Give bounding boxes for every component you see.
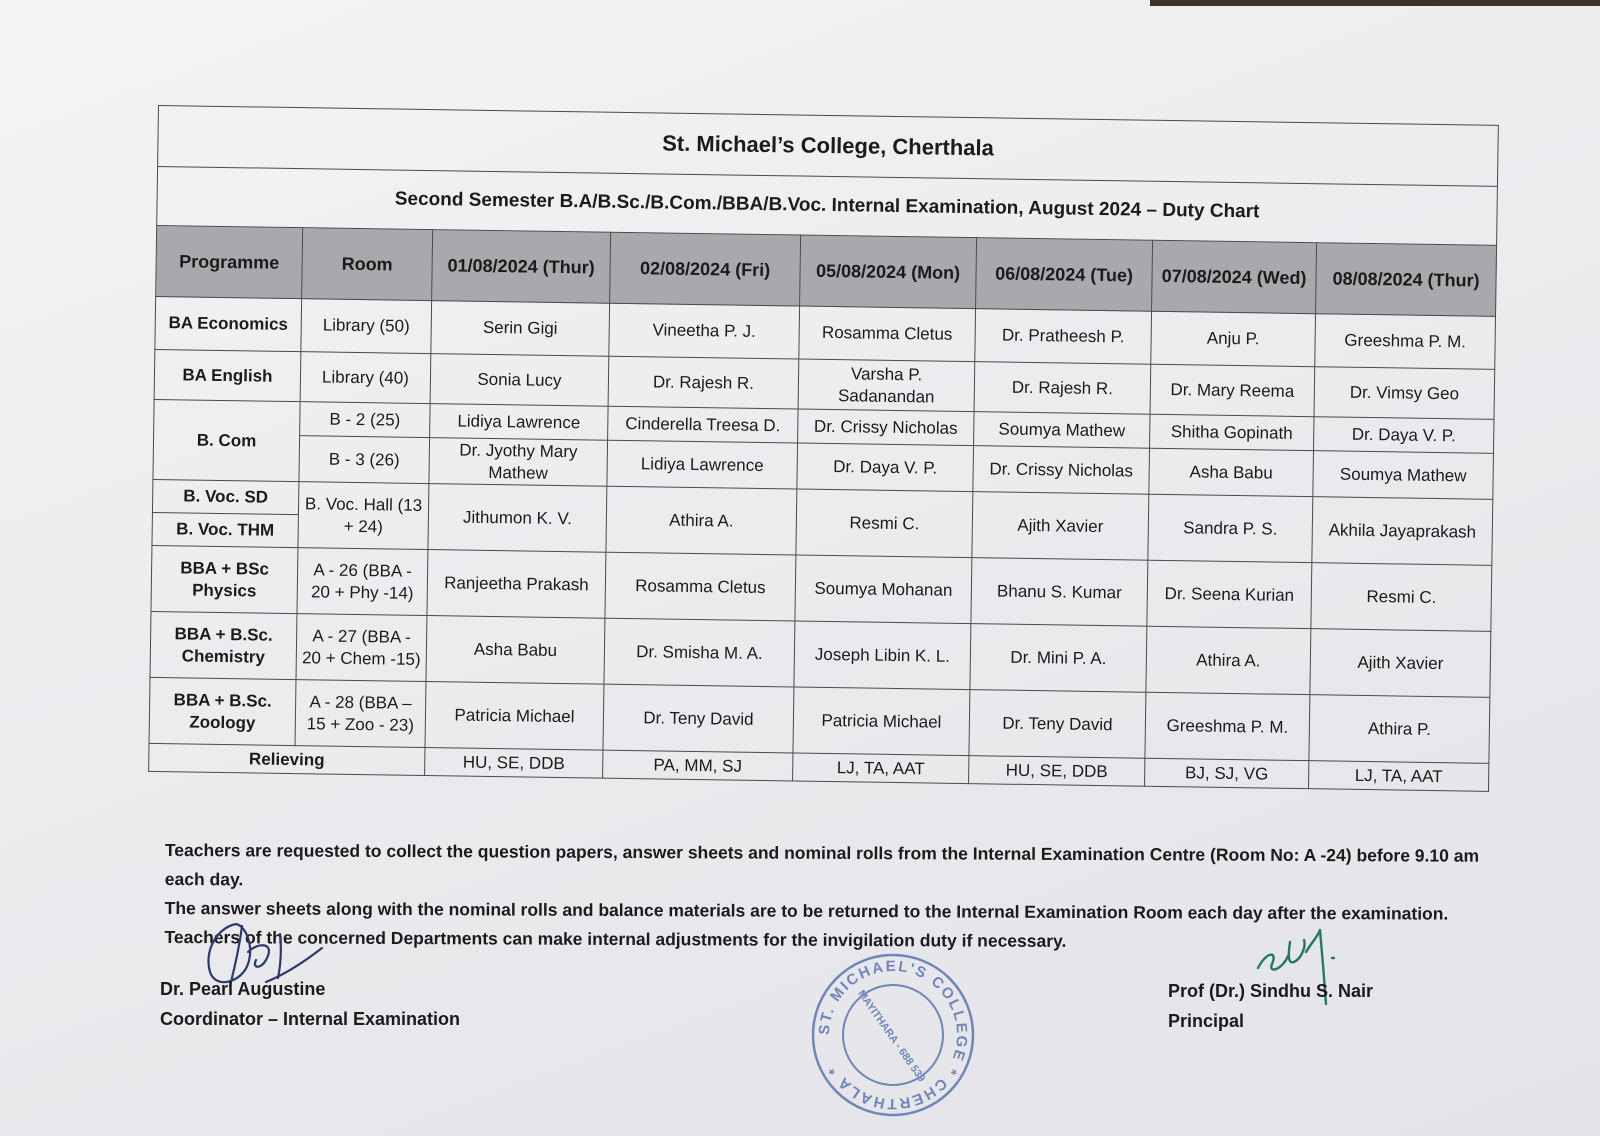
duty-cell: Sonia Lucy: [430, 354, 609, 407]
principal-name: Prof (Dr.) Sindhu S. Nair: [1168, 981, 1374, 1001]
duty-chart: [148, 105, 1498, 792]
instruction-line: Teachers are requested to collect the question papers, answer sheets and nominal rolls from the Internal Examination Centre (Room No: A -24) before 9.10 am each day.: [164, 839, 1480, 890]
programme-cell: BA English: [154, 349, 301, 401]
room-cell: Library (40): [300, 352, 431, 404]
duty-cell: Dr. Rajesh R.: [974, 362, 1151, 415]
programme-cell: B. Com: [153, 399, 300, 481]
room-cell: B - 2 (25): [300, 402, 430, 438]
duty-cell: Cinderella Treesa D.: [608, 406, 798, 443]
duty-cell: Lidiya Lawrence: [607, 440, 798, 489]
duty-cell: Soumya Mohanan: [795, 555, 972, 624]
programme-cell: B. Voc. SD: [152, 479, 298, 514]
duty-cell: Dr. Mary Reema: [1150, 364, 1315, 416]
duty-cell: Bhanu S. Kumar: [971, 558, 1148, 627]
room-cell: B - 3 (26): [299, 436, 430, 484]
duty-cell: Asha Babu: [426, 616, 605, 685]
duty-cell: Dr. Jyothy Mary Mathew: [429, 438, 608, 487]
relieving-label: Relieving: [149, 743, 425, 775]
header-date: 02/08/2024 (Fri): [610, 232, 801, 306]
programme-cell: BBA + BSc Physics: [151, 545, 298, 613]
room-cell: A - 26 (BBA - 20 + Phy -14): [297, 548, 428, 616]
duty-cell: Lidiya Lawrence: [430, 404, 608, 441]
college-title: St. Michael’s College, Cherthala: [158, 106, 1499, 187]
duty-cell: Dr. Mini P. A.: [970, 624, 1147, 693]
duty-cell: Dr. Smisha M. A.: [604, 618, 795, 687]
duty-cell: Resmi C.: [796, 489, 973, 558]
programme-cell: BA Economics: [155, 296, 302, 351]
header-date: 07/08/2024 (Wed): [1152, 240, 1317, 313]
duty-table: [148, 105, 1499, 792]
room-cell: A - 28 (BBA – 15 + Zoo - 23): [295, 680, 426, 748]
duty-cell: Dr. Pratheesh P.: [975, 309, 1152, 365]
duty-cell: Vineetha P. J.: [609, 303, 800, 359]
duty-cell: Joseph Libin K. L.: [794, 621, 971, 690]
duty-cell: HU, SE, DDB: [425, 748, 603, 779]
duty-cell: Patricia Michael: [793, 687, 970, 756]
duty-cell: Rosamma Cletus: [605, 552, 796, 621]
duty-cell: LJ, TA, AAT: [793, 753, 969, 784]
coordinator-role: Coordinator – Internal Examination: [160, 1009, 461, 1029]
coordinator-name: Dr. Pearl Augustine: [160, 979, 326, 999]
duty-cell: Akhila Jayaprakash: [1312, 497, 1493, 566]
duty-cell: Soumya Mathew: [974, 412, 1150, 449]
duty-cell: Resmi C.: [1311, 563, 1492, 632]
header-programme: Programme: [156, 225, 303, 298]
duty-cell: Varsha P. Sadanandan: [798, 359, 975, 412]
programme-cell: B. Voc. THM: [152, 512, 298, 547]
duty-cell: Dr. Seena Kurian: [1147, 560, 1312, 628]
duty-cell: Dr. Daya V. P.: [797, 443, 974, 492]
duty-cell: HU, SE, DDB: [969, 756, 1145, 787]
duty-cell: PA, MM, SJ: [603, 750, 793, 781]
programme-cell: BBA + B.Sc. Zoology: [149, 677, 296, 745]
duty-cell: Sandra P. S.: [1148, 494, 1313, 562]
duty-cell: Serin Gigi: [431, 301, 610, 357]
coordinator-block: [160, 974, 460, 1034]
principal-block: [1168, 976, 1373, 1036]
header-room: Room: [302, 228, 433, 301]
duty-cell: Dr. Crissy Nicholas: [798, 409, 974, 446]
duty-cell: Rosamma Cletus: [799, 306, 976, 362]
duty-cell: Athira P.: [1309, 695, 1490, 764]
room-cell: Library (50): [301, 299, 432, 354]
seal-text: ST. MICHAEL'S COLLEGE * CHERTHALA *: [815, 957, 971, 1113]
header-date: 06/08/2024 (Tue): [976, 238, 1153, 312]
duty-cell: Dr. Crissy Nicholas: [973, 446, 1150, 495]
duty-cell: Athira A.: [1146, 626, 1311, 694]
duty-cell: BJ, SJ, VG: [1145, 758, 1309, 788]
duty-cell: Ajith Xavier: [972, 492, 1149, 561]
room-cell: A - 27 (BBA - 20 + Chem -15): [296, 614, 427, 682]
duty-cell: LJ, TA, AAT: [1308, 761, 1488, 792]
duty-cell: Shitha Gopinath: [1150, 414, 1314, 450]
duty-cell: Soumya Mathew: [1313, 451, 1494, 500]
instruction-line: Teachers of the concerned Departments can make internal adjustments for the invigilation duty if necessary.: [164, 926, 1067, 951]
table-edge: [1150, 0, 1600, 6]
programme-cell: BBA + B.Sc. Chemistry: [150, 611, 297, 679]
header-date: 01/08/2024 (Thur): [432, 230, 611, 304]
duty-cell: Ajith Xavier: [1310, 629, 1491, 698]
college-seal: [808, 950, 978, 1120]
duty-cell: Dr. Daya V. P.: [1313, 417, 1494, 454]
duty-cell: Ranjeetha Prakash: [427, 550, 606, 619]
duty-cell: Asha Babu: [1149, 448, 1314, 496]
seal-inner-text: MAYITHARA - 688 539: [855, 988, 928, 1085]
principal-role: Principal: [1168, 1011, 1245, 1031]
duty-cell: Anju P.: [1151, 311, 1316, 366]
chart-title: Second Semester B.A/B.Sc./B.Com./BBA/B.Voc. Internal Examination, August 2024 – Duty Chart: [157, 167, 1498, 246]
instruction-line: The answer sheets along with the nominal rolls and balance materials are to be returned to the Internal Examination Room each day after the examination.: [164, 897, 1449, 924]
duty-cell: Patricia Michael: [425, 682, 604, 751]
duty-cell: Athira A.: [606, 486, 797, 555]
header-date: 05/08/2024 (Mon): [800, 235, 977, 309]
duty-cell: Dr. Teny David: [603, 684, 794, 753]
duty-cell: Dr. Teny David: [969, 690, 1146, 759]
duty-cell: Jithumon K. V.: [428, 484, 607, 553]
header-date: 08/08/2024 (Thur): [1316, 243, 1497, 317]
duty-cell: Dr. Vimsy Geo: [1314, 367, 1495, 420]
duty-cell: Greeshma P. M.: [1145, 692, 1310, 760]
duty-cell: Greeshma P. M.: [1315, 314, 1496, 370]
duty-cell: Dr. Rajesh R.: [608, 356, 799, 409]
room-cell: B. Voc. Hall (13 + 24): [298, 482, 429, 550]
